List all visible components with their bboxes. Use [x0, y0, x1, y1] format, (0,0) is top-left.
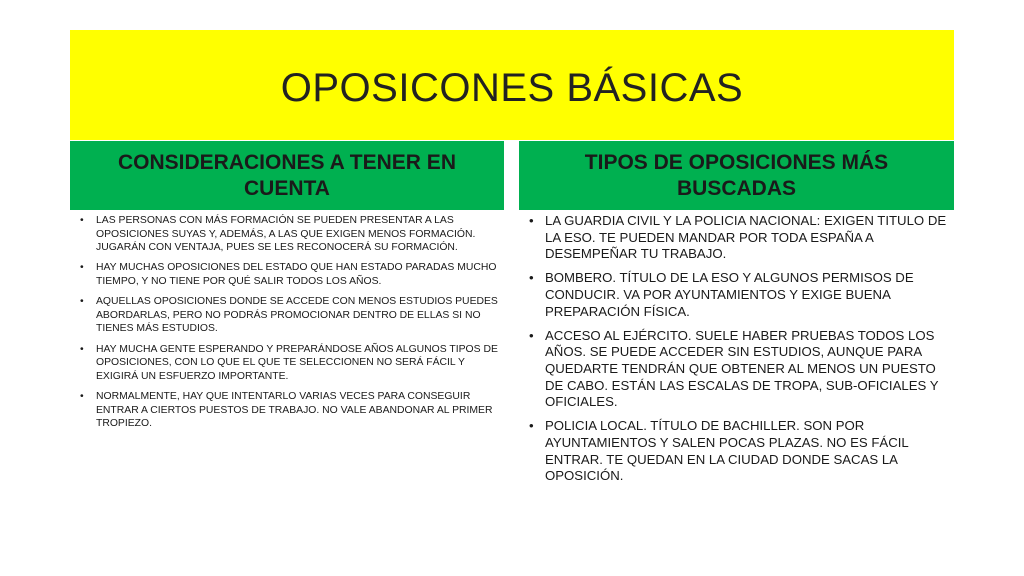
list-item-text: BOMBERO. TÍTULO DE LA ESO Y ALGUNOS PERMISOS DE CONDUCIR. VA POR AYUNTAMIENTOS Y EXIGE BUENA PREPARACIÓN FÍSICA. [545, 270, 914, 319]
left-bullet-list [70, 214, 504, 437]
bullet-icon: • [529, 270, 534, 286]
right-column-header-text: TIPOS DE OPOSICIONES MÁS BUSCADAS [584, 150, 889, 200]
bullet-icon: • [529, 213, 534, 228]
list-item-text: LA GUARDIA CIVIL Y LA POLICIA NACIONAL: EXIGEN TITULO DE LA ESO. TE PUEDEN MANDAR POR TODA ESPAÑA A DESEMPEÑAR TU TRABAJO. [545, 213, 947, 262]
right-column-header [519, 141, 954, 210]
bullet-icon: • [80, 343, 84, 355]
left-column-header-text: CONSIDERACIONES A TENER EN CUENTA [118, 150, 456, 200]
bullet-icon: • [529, 418, 534, 434]
bullet-icon: • [80, 262, 84, 274]
list-item-text: AQUELLAS OPOSICIONES DONDE SE ACCEDE CON MENOS ESTUDIOS PUEDES ABORDARLAS, PERO NO PODRÁS PROMOCIONAR DENTRO DE ELLAS SI NO TIENES MÁS ESTUDIOS. [96, 296, 498, 335]
list-item [519, 270, 954, 320]
list-item [519, 213, 954, 263]
list-item-text: HAY MUCHA GENTE ESPERANDO Y PREPARÁNDOSE AÑOS ALGUNOS TIPOS DE OPOSICIONES, CON LO QUE EL QUE TE SELECCIONEN NO SERÁ FÁCIL Y EXIGIRÁ UN ESFUERZO IMPORTANTE. [96, 343, 498, 382]
list-item-text: ACCESO AL EJÉRCITO. SUELE HABER PRUEBAS TODOS LOS AÑOS. SE PUEDE ACCEDER SIN ESTUDIOS, AUNQUE PARA QUEDARTE TENDRÁN QUE OBTENER AL MENOS UN PUESTO DE CABO. ESTÁN LAS ESCALAS DE TROPA, SUB-OFICIALES Y OFICIALES. [545, 327, 939, 410]
right-bullet-list [519, 213, 954, 492]
list-item [70, 261, 504, 288]
list-item [70, 295, 504, 336]
bullet-icon: • [529, 327, 534, 343]
bullet-icon: • [80, 215, 84, 226]
list-item [519, 418, 954, 484]
list-item-text: LAS PERSONAS CON MÁS FORMACIÓN SE PUEDEN PRESENTAR A LAS OPOSICIONES SUYAS Y, ADEMÁS, A LAS QUE EXIGEN MENOS FORMACIÓN. JUGARÁN CON VENTAJA, PUES SE LES RECONOCERÁ SU FORMACIÓN. [96, 215, 476, 254]
list-item [519, 328, 954, 411]
list-item [70, 343, 504, 384]
list-item-text: HAY MUCHAS OPOSICIONES DEL ESTADO QUE HAN ESTADO PARADAS MUCHO TIEMPO, Y NO TIENE POR QUÉ SALIR TODOS LOS AÑOS. [96, 262, 497, 287]
list-item [70, 214, 504, 255]
title-band [70, 30, 954, 140]
list-item-text: NORMALMENTE, HAY QUE INTENTARLO VARIAS VECES PARA CONSEGUIR ENTRAR A CIERTOS PUESTOS DE TRABAJO. NO VALE ABANDONAR AL PRIMER TROPIEZO. [96, 390, 493, 430]
bullet-icon: • [80, 390, 84, 402]
slide-title: OPOSICONES BÁSICAS [280, 65, 744, 110]
bullet-icon: • [80, 296, 84, 308]
list-item-text: POLICIA LOCAL. TÍTULO DE BACHILLER. SON POR AYUNTAMIENTOS Y SALEN POCAS PLAZAS. NO ES FÁCIL ENTRAR. TE QUEDAN EN LA CIUDAD DONDE SACAS LA OPOSICIÓN. [545, 418, 909, 484]
list-item [70, 390, 504, 431]
left-column-header [70, 141, 504, 210]
